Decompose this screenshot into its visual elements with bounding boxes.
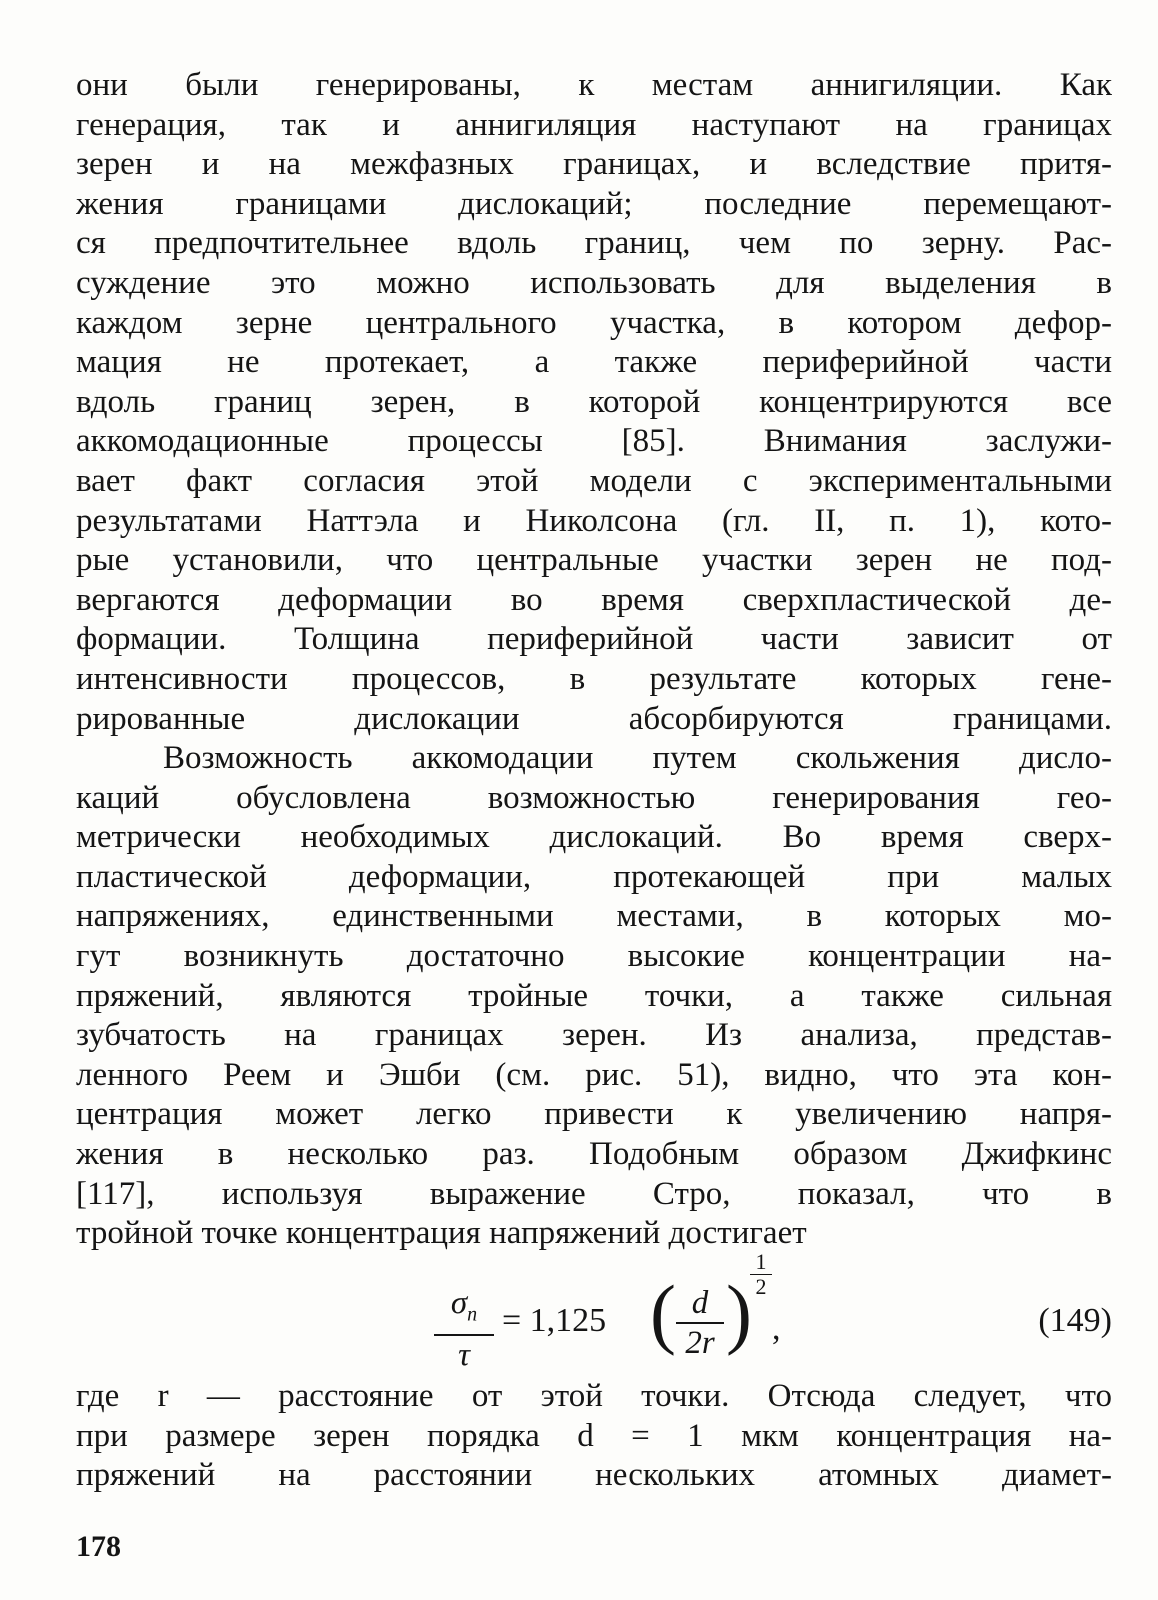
text-line: центрация может легко привести к увеличению напря-: [76, 1096, 1112, 1133]
text-line: генерация, так и аннигиляция наступают на границах: [76, 106, 1112, 143]
two-r-symbol: 2r: [685, 1325, 715, 1361]
text-line: жения в несколько раз. Подобным образом Джифкинс: [76, 1136, 1112, 1173]
text-line: напряжениях, единственными местами, в которых мо-: [76, 898, 1112, 935]
text-line: интенсивности процессов, в результате которых гене-: [76, 660, 1112, 697]
text-line: результатами Наттэла и Николсона (гл. II, п. 1), кото-: [76, 502, 1112, 539]
text-line: пластической деформации, протекающей при малых: [76, 858, 1112, 895]
text-line: мация не протекает, а также периферийной части: [76, 344, 1112, 381]
text-line: каждом зерне центрального участка, в котором дефор-: [76, 304, 1112, 341]
text-line: где r — расстояние от этой точки. Отсюда следует, что: [76, 1378, 1112, 1414]
text-line: зерен и на межфазных границах, и вследствие притя-: [76, 146, 1112, 183]
text-line: пряжений, являются тройные точки, а также сильная: [76, 977, 1112, 1014]
text-line: метрически необходимых дислокаций. Во время сверх-: [76, 819, 1112, 856]
text-line: тройной точке концентрация напряжений достигает: [76, 1215, 807, 1252]
text-line: каций обусловлена возможностью генерирования гео-: [76, 779, 1112, 816]
tau-symbol: τ: [458, 1336, 470, 1373]
text-line: вдоль границ зерен, в которой концентрируются все: [76, 383, 1112, 420]
exponent-fraction: 1 2: [750, 1250, 772, 1299]
text-line: рые установили, что центральные участки зерен не под-: [76, 542, 1112, 579]
main-text-block: [76, 66, 1112, 1254]
inner-fraction: [676, 1284, 724, 1362]
page-number: 178: [76, 1530, 121, 1563]
trailing-comma: ,: [772, 1310, 781, 1347]
text-line: они были генерированы, к местам аннигиляции. Как: [76, 67, 1112, 103]
text-line: зубчатость на границах зерен. Из анализа, представ-: [76, 1017, 1112, 1054]
text-line: формации. Толщина периферийной части зависит от: [76, 621, 1112, 658]
text-line: гут возникнуть достаточно высокие концентрации на-: [76, 938, 1112, 975]
text-line: при размере зерен порядка d = 1 мкм концентрация на-: [76, 1417, 1112, 1454]
text-line: Возможность аккомодации путем скольжения дисло-: [163, 740, 1112, 777]
text-line: вергаются деформации во время сверхпластической де-: [76, 581, 1112, 618]
text-line: пряжений на расстоянии нескольких атомных диамет-: [76, 1457, 1112, 1494]
left-paren: (: [650, 1269, 676, 1356]
equals-coefficient: = 1,125: [502, 1302, 607, 1339]
text-line: суждение это можно использовать для выделения в: [76, 264, 1112, 301]
equation-149: [76, 1249, 1112, 1373]
right-paren: ): [726, 1269, 752, 1356]
text-line: ся предпочтительнее вдоль границ, чем по зерну. Рас-: [76, 225, 1112, 262]
text-line: [117], используя выражение Стро, показал, что в: [76, 1175, 1112, 1212]
sigma-subscript: n: [467, 1303, 478, 1326]
equation-number: (149): [1038, 1302, 1112, 1339]
continuation-text-block: [76, 1377, 1112, 1496]
text-line: ленного Реем и Эшби (см. рис. 51), видно, что эта кон-: [76, 1056, 1112, 1093]
text-line: рированные дислокации абсорбируются границами.: [76, 700, 1112, 737]
text-line: вает факт согласия этой модели с экспериментальными: [76, 462, 1112, 499]
d-symbol: d: [691, 1285, 709, 1321]
text-line: аккомодационные процессы [85]. Внимания заслужи-: [76, 423, 1112, 460]
text-line: жения границами дислокаций; последние перемещают-: [76, 185, 1112, 222]
lhs-fraction: [434, 1284, 494, 1374]
sigma-symbol: σ: [450, 1285, 468, 1321]
